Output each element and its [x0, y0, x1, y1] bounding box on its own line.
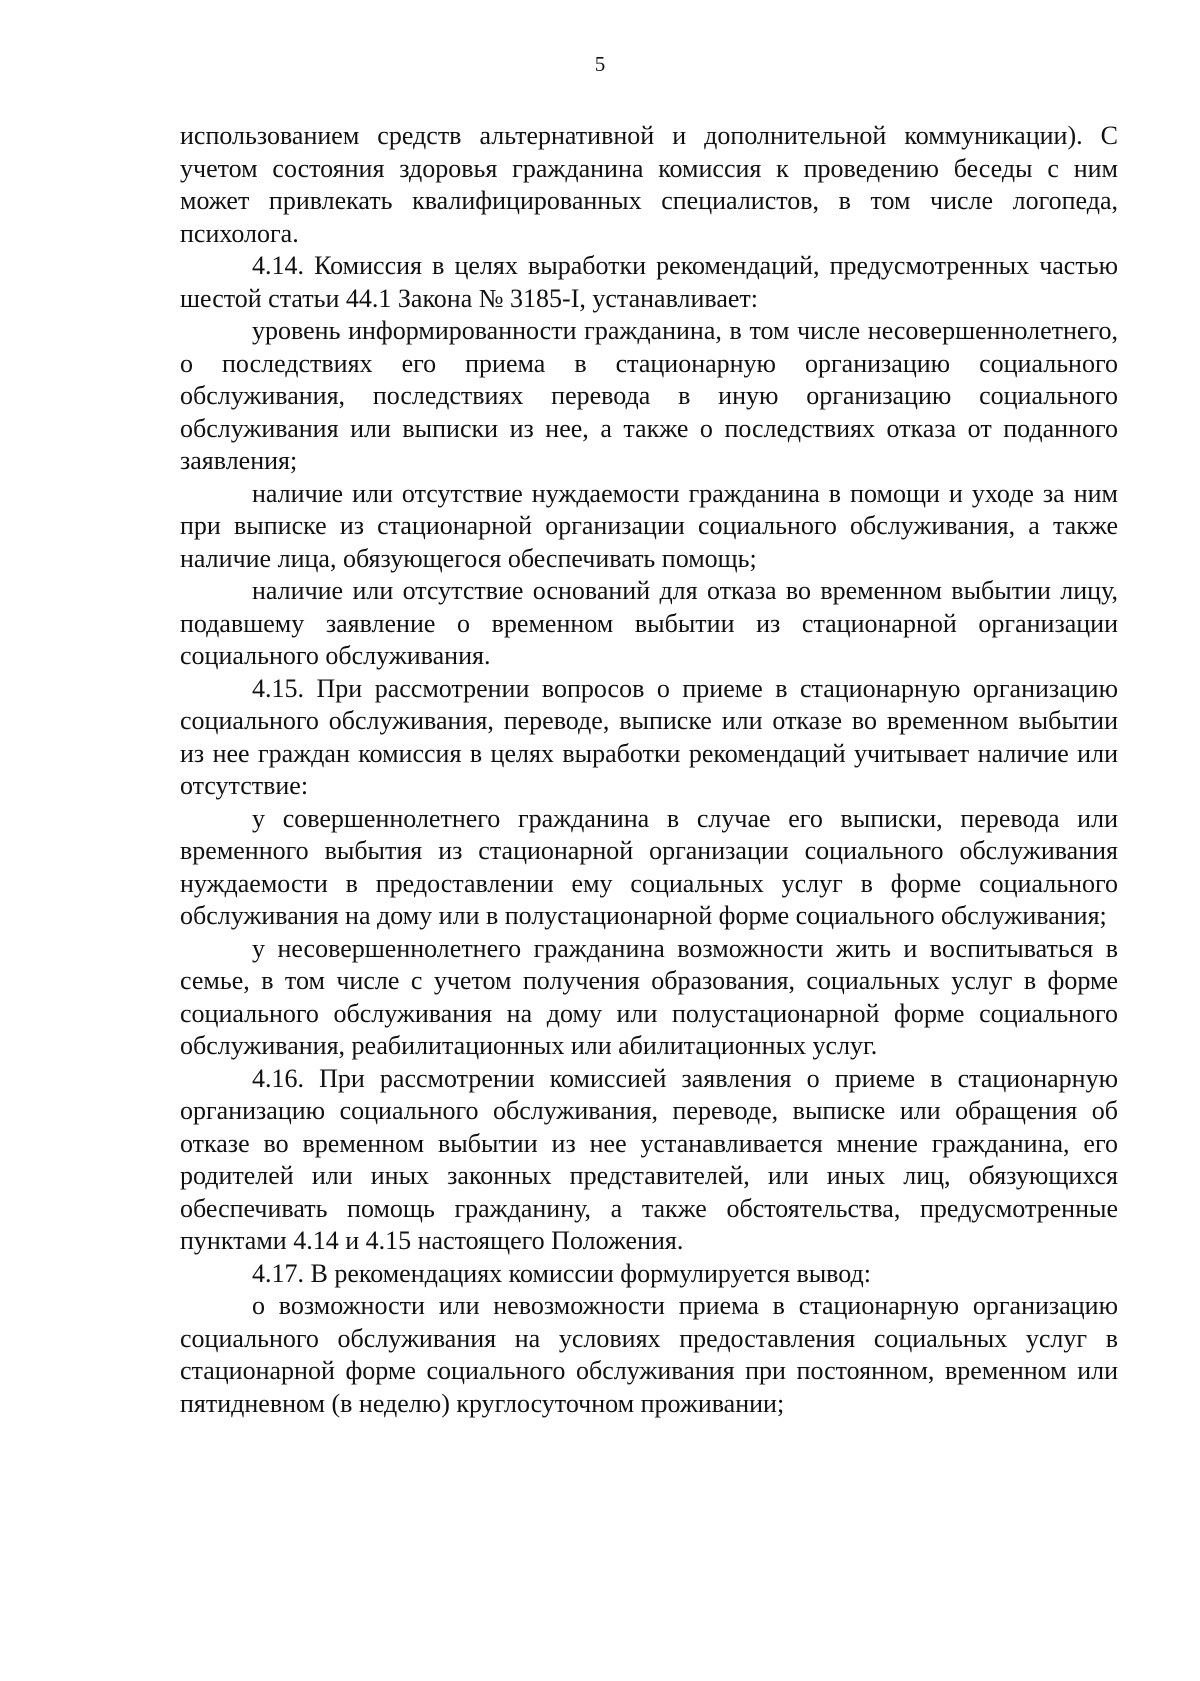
paragraph-4-17: 4.17. В рекомендациях комиссии формулируется вывод: [252, 1258, 871, 1288]
paragraph-admission-conclusion: о возможности или невозможности приема в стационарную организацию социального обслуживания на условиях предоставления социальных услуг в стационарной форме социального обслуживания при постоянном, временном или пятидневном (в неделю) круглосуточном проживании; [180, 1291, 1118, 1418]
document-body [180, 120, 1118, 1420]
paragraph-awareness-level: уровень информированности гражданина, в том числе несовершеннолетнего, о последствиях его приема в стационарную организацию социального обслуживания, последствиях перевода в иную организацию социального обслуживания или выписки из нее, а также о последствиях отказа от поданного заявления; [180, 316, 1118, 475]
paragraph-need-for-care: наличие или отсутствие нуждаемости гражданина в помощи и уходе за ним при выписке из стационарной организации социального обслуживания, а также наличие лица, обязующегося обеспечивать помощь; [180, 478, 1118, 573]
paragraph-4-14: 4.14. Комиссия в целях выработки рекомендаций, предусмотренных частью шестой статьи 44.1 Закона № 3185-I, устанавливает: [180, 251, 1118, 313]
paragraph-4-16: 4.16. При рассмотрении комиссией заявления о приеме в стационарную организацию социального обслуживания, переводе, выписке или обращения об отказе во временном выбытии из нее устанавливается мнение гражданина, его родителей или иных законных представителей, или иных лиц, обязующихся обеспечивать помощь гражданину, а также обстоятельства, предусмотренные пунктами 4.14 и 4.15 настоящего Положения. [180, 1063, 1118, 1255]
paragraph-4-15: 4.15. При рассмотрении вопросов о приеме в стационарную организацию социального обслуживания, переводе, выписке или отказе во временном выбытии из нее граждан комиссия в целях выработки рекомендаций учитывает наличие или отсутствие: [180, 673, 1118, 800]
paragraph-continuation: использованием средств альтернативной и дополнительной коммуникации). С учетом состояния здоровья гражданина комиссия к проведению беседы с ним может привлекать квалифицированных специалистов, в том числе логопеда, психолога. [180, 121, 1118, 248]
paragraph-adult-citizen: у совершеннолетнего гражданина в случае его выписки, перевода или временного выбытия из стационарной организации социального обслуживания нуждаемости в предоставлении ему социальных услуг в форме социального обслуживания на дому или в полустационарной форме социального обслуживания; [180, 803, 1118, 930]
paragraph-minor-citizen: у несовершеннолетнего гражданина возможности жить и воспитываться в семье, в том числе с учетом получения образования, социальных услуг в форме социального обслуживания на дому или полустационарной форме социального обслуживания, реабилитационных или абилитационных услуг. [180, 933, 1118, 1060]
page-number: 5 [594, 52, 606, 76]
paragraph-refusal-grounds: наличие или отсутствие оснований для отказа во временном выбытии лицу, подавшему заявление о временном выбытии из стационарной организации социального обслуживания. [180, 576, 1118, 670]
